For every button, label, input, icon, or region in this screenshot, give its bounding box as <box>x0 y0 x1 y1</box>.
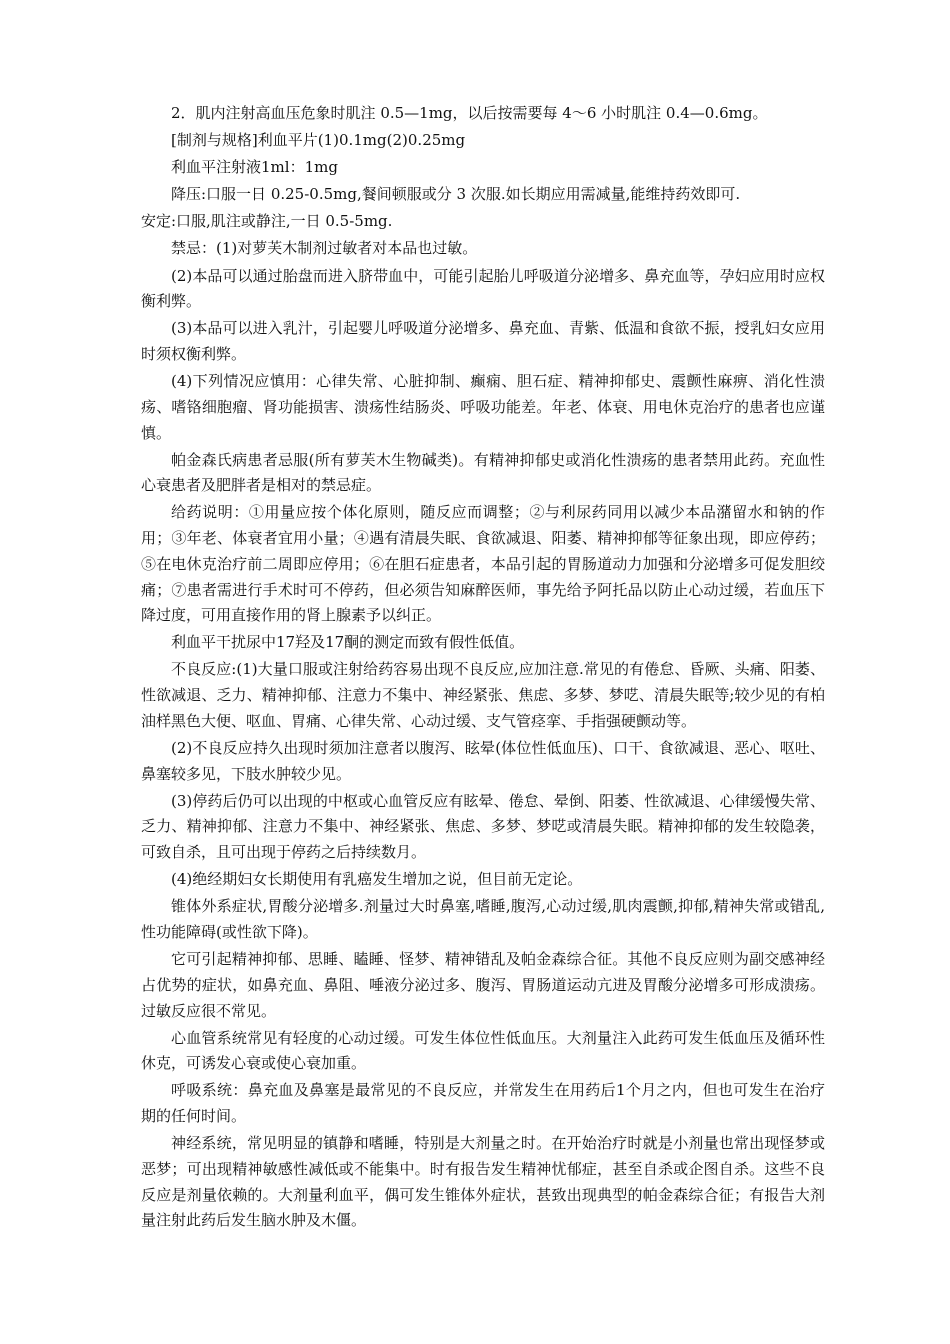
document-body <box>141 101 825 1235</box>
paragraph-antihypertensive-dosage: 降压:口服一日 0.25-0.5mg,餐间顿服或分 3 次服.如长期应用需减量,能维持药效即可. <box>171 185 741 204</box>
paragraph-cardiovascular: 心血管系统常见有轻度的心动过缓。可发生体位性低血压。大剂量注入此药可发生低血压及循环性休克，可诱发心衰或使心衰加重。 <box>141 1028 825 1073</box>
paragraph-intramuscular-dosage: 2．肌内注射高血压危象时肌注 0.5—1mg，以后按需要每 4～6 小时肌注 0.4—0.6mg。 <box>171 104 768 122</box>
paragraph-contraindication-4: (4)下列情况应慎用：心律失常、心脏抑制、癫痫、胆石症、精神抑郁史、震颤性麻痹、消化性溃疡、嗜铬细胞瘤、肾功能损害、溃疡性结肠炎、呼吸功能差。年老、体衰、用电休克治疗的患者也应谨慎。 <box>141 372 825 442</box>
paragraph-parkinson-warning: 帕金森氏病患者忌服(所有萝芙木生物碱类)。有精神抑郁史或消化性溃疡的患者禁用此药。充血性心衰患者及肥胖者是相对的禁忌症。 <box>141 450 825 495</box>
paragraph-psychiatric-effects: 它可引起精神抑郁、思睡、瞌睡、怪梦、精神错乱及帕金森综合征。其他不良反应则为副交感神经占优势的症状，如鼻充血、鼻阻、唾液分泌过多、腹泻、胃肠道运动亢进及胃酸分泌增多可形成溃疡。过敏反应很不常见。 <box>141 950 825 1020</box>
paragraph-injection-spec: 利血平注射液1ml：1mg <box>171 158 338 177</box>
paragraph-lab-interference: 利血平干扰尿中17羟及17酮的测定而致有假性低值。 <box>171 633 525 652</box>
paragraph-contraindication-2: (2)本品可以通过胎盘而进入脐带血中，可能引起胎儿呼吸道分泌增多、鼻充血等，孕妇应用时应权衡利弊。 <box>141 266 825 311</box>
paragraph-nervous-system: 神经系统，常见明显的镇静和嗜睡，特别是大剂量之时。在开始治疗时就是小剂量也常出现怪梦或恶梦；可出现精神敏感性减低或不能集中。时有报告发生精神忧郁症，甚至自杀或企图自杀。这些不良反应是剂量依赖的。大剂量利血平，偶可发生锥体外症状，甚致出现典型的帕金森综合征；有报告大剂量注射此药后发生脑水肿及木僵。 <box>141 1134 825 1230</box>
paragraph-formulation-spec: [制剂与规格]利血平片(1)0.1mg(2)0.25mg <box>171 131 466 150</box>
paragraph-respiratory: 呼吸系统：鼻充血及鼻塞是最常见的不良反应，并常发生在用药后1个月之内，但也可发生在治疗期的任何时间。 <box>141 1081 825 1126</box>
paragraph-contraindication-1: 禁忌：(1)对萝芙木制剂过敏者对本品也过敏。 <box>171 239 478 258</box>
paragraph-contraindication-3: (3)本品可以进入乳汁，引起婴儿呼吸道分泌增多、鼻充血、青紫、低温和食欲不振，授乳妇女应用时须权衡利弊。 <box>141 319 825 364</box>
paragraph-adverse-reaction-4: (4)绝经期妇女长期使用有乳癌发生增加之说，但目前无定论。 <box>171 870 583 889</box>
paragraph-adverse-reaction-1: 不良反应:(1)大量口服或注射给药容易出现不良反应,应加注意.常见的有倦怠、昏厥、头痛、阳萎、性欲减退、乏力、精神抑郁、注意力不集中、神经紧张、焦虑、多梦、梦呓、清晨失眠等;较少见的有柏油样黑色大便、呕血、胃痛、心律失常、心动过缓、支气管痉挛、手指强硬颤动等。 <box>141 660 825 730</box>
paragraph-extrapyramidal: 锥体外系症状,胃酸分泌增多.剂量过大时鼻塞,嗜睡,腹泻,心动过缓,肌肉震颤,抑郁,精神失常或错乱,性功能障碍(或性欲下降)。 <box>141 897 825 942</box>
paragraph-sedative-dosage: 安定:口服,肌注或静注,一日 0.5-5mg. <box>141 212 393 231</box>
paragraph-administration-notes: 给药说明：①用量应按个体化原则，随反应而调整；②与利尿药同用以减少本品潴留水和钠的作用；③年老、体衰者宜用小量；④遇有清晨失眠、食欲减退、阳萎、精神抑郁等征象出现，即应停药；⑤在电休克治疗前二周即应停用；⑥在胆石症患者，本品引起的胃肠道动力加强和分泌增多可促发胆绞痛；⑦患者需进行手术时可不停药，但必须告知麻醉医师，事先给予阿托品以防止心动过缓，若血压下降过度，可用直接作用的肾上腺素予以纠正。 <box>141 503 825 625</box>
paragraph-adverse-reaction-2: (2)不良反应持久出现时须加注意者以腹泻、眩晕(体位性低血压)、口干、食欲减退、恶心、呕吐、鼻塞较多见，下肢水肿较少见。 <box>141 738 825 783</box>
paragraph-adverse-reaction-3: (3)停药后仍可以出现的中枢或心血管反应有眩晕、倦怠、晕倒、阳萎、性欲减退、心律缓慢失常、乏力、精神抑郁、注意力不集中、神经紧张、焦虑、多梦、梦呓或清晨失眠。精神抑郁的发生较隐袭，可致自杀，且可出现于停药之后持续数月。 <box>141 791 825 862</box>
